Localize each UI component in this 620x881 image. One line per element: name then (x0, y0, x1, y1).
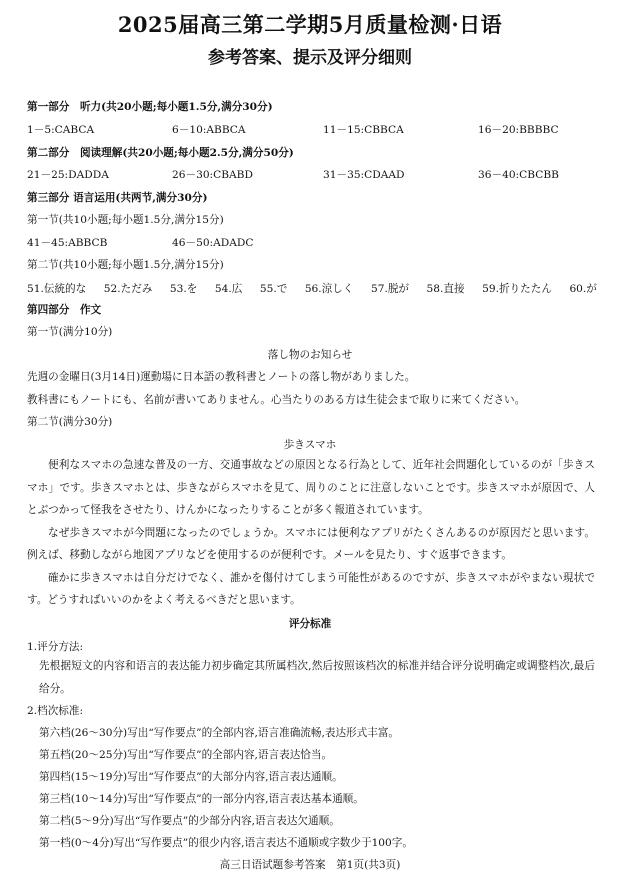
part1-heading: 第一部分 听力(共20小题;每小题1.5分,满分30分) (27, 101, 273, 113)
part3-sec2-heading: 第二节(共10小题;每小题1.5分,满分15分) (27, 259, 224, 271)
notice-title: 落し物のお知らせ (267, 349, 353, 361)
answer-group: 1－5:CABCA (27, 124, 95, 136)
scoring-level: 第四档(15～19分)写出“写作要点”的大部分内容,语言表达通顺。 (39, 771, 343, 783)
essay-paragraph: 便利なスマホの急速な普及の一方、交通事故などの原因となる行為として、近年社会問題化しているのが「歩きスマホ」です。歩きスマホとは、歩きながらスマホを見て、周りのことに注意しないことです。歩きスマホが原因で、人とぶつかって怪我をさせたり、けんかになったりすることが多く報道されています。 (27, 459, 595, 516)
answer-group: 41－45:ABBCB (27, 237, 108, 249)
model-essay (27, 454, 595, 612)
essay-paragraph: なぜ歩きスマホが今問題になったのでしょうか。スマホには便利なアプリがたくさんあるのが原因だと思います。例えば、移動しながら地図アプリなどを使用するのが便利です。メールを見たり、すぐ返事できます。 (27, 526, 595, 561)
scoring-level: 第三档(10～14分)写出“写作要点”的一部分内容,语言表达基本通顺。 (39, 793, 364, 805)
scoring-title: 评分标准 (288, 618, 332, 630)
answer-group: 11－15:CBBCA (323, 124, 404, 136)
fill-in-answers-row (27, 281, 597, 296)
fill-in-answer: 56.涼しく (304, 283, 354, 295)
scoring-method-label: 1.评分方法: (27, 641, 84, 653)
fill-in-answer: 53.を (169, 283, 198, 295)
scoring-level: 第五档(20～25分)写出“写作要点”的全部内容,语言表达恰当。 (39, 749, 333, 761)
essay-title: 歩きスマホ (283, 439, 337, 451)
scoring-level: 第二档(5～9分)写出“写作要点”的少部分内容,语言表达欠通顺。 (39, 815, 340, 827)
fill-in-answer: 57.脱が (370, 283, 410, 295)
answer-group: 46－50:ADADC (172, 237, 254, 249)
page-footer: 高三日语试题参考答案 第1页(共3页) (219, 859, 401, 871)
fill-in-answer: 54.広 (214, 283, 243, 295)
answer-group: 31－35:CDAAD (323, 169, 405, 181)
essay-paragraph: 確かに歩きスマホは自分だけでなく、誰かを傷付けてしまう可能性があるのですが、歩きスマホがやまない現状です。どうすればいいのかをよく考えるべきだと思います。 (27, 571, 595, 606)
document-subtitle: 参考答案、提示及评分细则 (208, 48, 412, 68)
part4-heading: 第四部分 作文 (27, 304, 102, 316)
part3-sec1-heading: 第一节(共10小题;每小题1.5分,满分15分) (27, 214, 224, 226)
part3-heading: 第三部分 语言运用(共两节,满分30分) (27, 192, 208, 204)
answer-group: 36－40:CBCBB (478, 169, 559, 181)
fill-in-answer: 55.で (259, 283, 288, 295)
notice-line: 教科書にもノートにも、名前が書いてありません。心当たりのある方は生徒会まで取りに来てください。 (27, 394, 526, 406)
part4-sec2-heading: 第二节(满分30分) (27, 416, 113, 428)
fill-in-answer: 52.ただみ (103, 283, 153, 295)
scoring-levels-label: 2.档次标准: (27, 705, 84, 717)
answer-group: 6－10:ABBCA (172, 124, 246, 136)
fill-in-answer: 60.が (569, 283, 597, 295)
answer-group: 26－30:CBABD (172, 169, 253, 181)
fill-in-answer: 59.折りたたん (482, 283, 552, 295)
scoring-method-text: 先根据短文的内容和语言的表达能力初步确定其所属档次,然后按照该档次的标准并结合评分说明确定或调整档次,最后给分。 (39, 660, 595, 695)
fill-in-answer: 58.直接 (426, 283, 465, 295)
part2-heading: 第二部分 阅读理解(共20小题;每小题2.5分,满分50分) (27, 147, 294, 159)
answer-group: 16－20:BBBBC (478, 124, 559, 136)
document-title: 2025届高三第二学期5月质量检测·日语 (117, 12, 503, 37)
fill-in-answer: 51.伝統的な (27, 283, 87, 295)
notice-line: 先週の金曜日(3月14日)運動場に日本語の教科書とノートの落し物がありました。 (27, 371, 416, 383)
scoring-method (39, 655, 595, 700)
part4-sec1-heading: 第一节(满分10分) (27, 326, 113, 338)
answer-group: 21－25:DADDA (27, 169, 109, 181)
scoring-level: 第一档(0～4分)写出“写作要点”的很少内容,语言表达不通顺或字数少于100字。 (39, 837, 413, 849)
scoring-level: 第六档(26～30分)写出“写作要点”的全部内容,语言准确流畅,表达形式丰富。 (39, 727, 400, 739)
